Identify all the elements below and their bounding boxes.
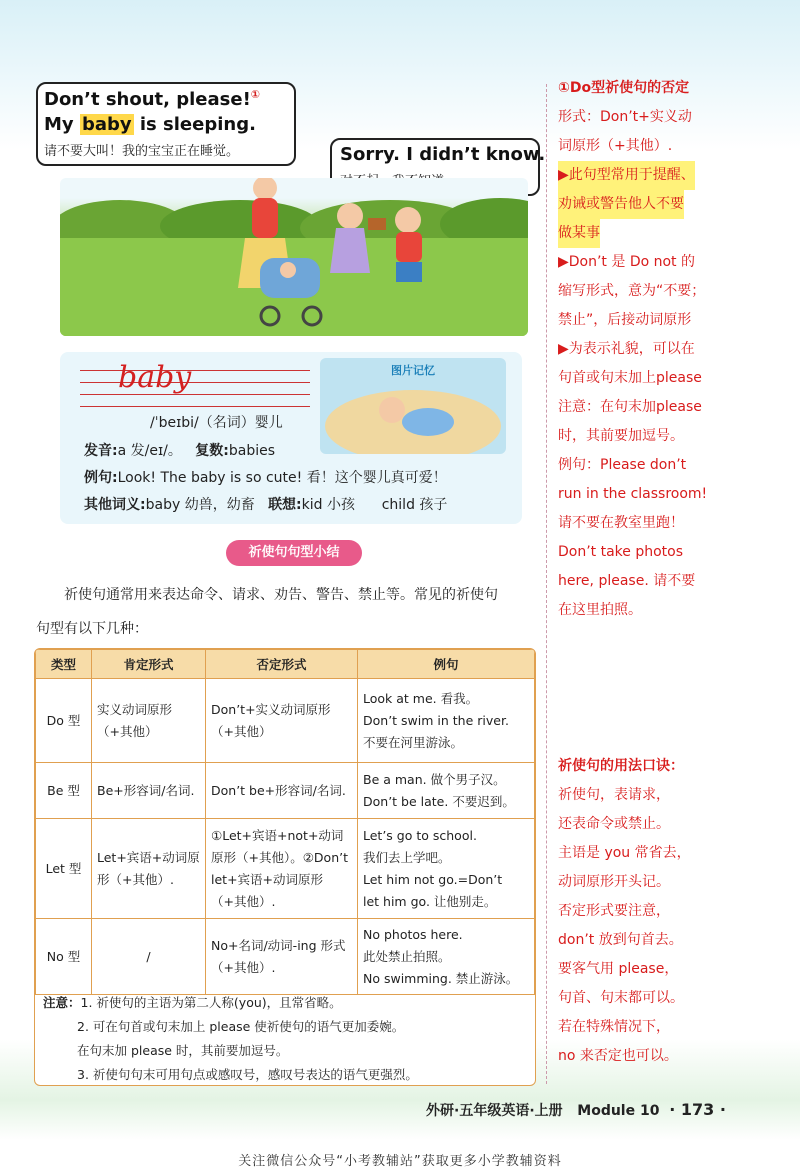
pron-label: 发音: <box>84 443 118 459</box>
example-line: Let’s go to school. <box>363 827 477 843</box>
sidebar-line: ▶此句型常用于提醒、 <box>558 161 695 190</box>
rhyme-title: 祈使句的用法口诀： <box>558 758 684 774</box>
row-type: No 型 <box>36 919 92 995</box>
rhyme-line: 若在特殊情况下， <box>558 1019 670 1035</box>
example-line: 此处禁止拍照。 <box>363 948 451 964</box>
section-title: 祈使句句型小结 <box>226 540 362 566</box>
assoc-2: child 孩子 <box>381 497 448 513</box>
other-meanings-row <box>84 494 447 514</box>
rhyme-line: 要客气用 please， <box>558 961 679 977</box>
example-line: let him go. 让他别走。 <box>363 893 497 909</box>
module-label: Module 10 <box>577 1103 660 1119</box>
note-line: 1. 祈使句的主语为第二人称(you)，且常省略。 <box>80 995 342 1010</box>
table-row <box>36 919 535 995</box>
sidebar-line: 句首或句末加上please <box>558 370 702 386</box>
header-example: 例句 <box>358 650 535 679</box>
intro-line-2: 句型有以下几种： <box>36 621 148 637</box>
sidebar-line: 词原形（+其他）. <box>558 138 673 154</box>
note-line: 在句末加 please 时，其前要加逗号。 <box>77 1043 289 1058</box>
sidebar-line: ①Do型祈使句的否定 <box>558 80 690 96</box>
note-line: 3. 祈使句句末可用句点或感叹号，感叹号表达的语气更强烈。 <box>77 1067 418 1082</box>
rhyme-line: 句首、句末都可以。 <box>558 990 684 1006</box>
highlighted-word: baby <box>81 114 132 135</box>
row-negative: Don’t+实义动词原形（+其他） <box>206 679 358 763</box>
example-line: No swimming. 禁止游泳。 <box>363 970 519 986</box>
phonetic: /ˈbeɪbi/（名词）婴儿 <box>150 415 283 431</box>
table-row <box>36 819 535 919</box>
dialogue-line-1: Don’t shout, please! <box>44 89 251 110</box>
park-scene-image <box>60 178 528 336</box>
sidebar-line: 在这里拍照。 <box>558 602 642 618</box>
column-divider <box>546 84 547 1084</box>
note-marker: ① <box>250 88 261 101</box>
page-number: · 173 · <box>669 1100 726 1119</box>
rhyme-line: no 来否定也可以。 <box>558 1048 678 1064</box>
assoc-label: 联想: <box>268 497 302 513</box>
picture-memory-label: 图片记忆 <box>391 364 435 377</box>
note-line: 2. 可在句首或句末加上 please 使祈使句的语气更加委婉。 <box>77 1019 405 1034</box>
sidebar-line: here, please. 请不要 <box>558 573 696 589</box>
row-negative: ①Let+宾语+not+动词原形（+其他）。②Don’t let+宾语+动词原形（+其他）. <box>206 819 358 919</box>
row-example <box>358 763 535 819</box>
row-positive: / <box>92 919 206 995</box>
sidebar-line: 缩写形式，意为“不要； <box>558 283 706 299</box>
plural-label: 复数: <box>195 443 229 459</box>
notes-label: 注意： <box>43 995 81 1010</box>
sidebar-line: 禁止”，后接动词原形 <box>558 312 692 328</box>
example-value: Look! The baby is so cute! 看！这个婴儿真可爱！ <box>117 470 447 486</box>
sidebar-line: 时，其前要加逗号。 <box>558 428 684 444</box>
assoc-1: kid 小孩 <box>301 497 356 513</box>
row-example <box>358 919 535 995</box>
sidebar-line: 形式：Don’t+实义动 <box>558 109 692 125</box>
handwriting-lines <box>80 364 310 410</box>
header-type: 类型 <box>36 650 92 679</box>
row-positive: Let+宾语+动词原形（+其他）. <box>92 819 206 919</box>
row-negative: Don’t be+形容词/名词. <box>206 763 358 819</box>
sidebar-line: ▶为表示礼貌，可以在 <box>558 341 695 357</box>
plural-value: babies <box>228 443 276 459</box>
rhyme-line: don’t 放到句首去。 <box>558 932 683 948</box>
table-row <box>36 679 535 763</box>
row-positive: Be+形容词/名词. <box>92 763 206 819</box>
example-line: Be a man. 做个男子汉。 <box>363 771 506 787</box>
park-illustration <box>60 178 528 336</box>
example-row <box>84 467 447 487</box>
dialogue-line-2-post: is sleeping. <box>139 114 256 135</box>
sidebar-line: ▶Don’t 是 Do not 的 <box>558 254 695 270</box>
page-footer <box>426 1100 726 1120</box>
sidebar-line: 注意：在句末加please <box>558 399 702 415</box>
example-line: Don’t be late. 不要迟到。 <box>363 793 515 809</box>
imperative-table <box>34 648 536 1086</box>
dialogue-line-3: 请不要大叫！我的宝宝正在睡觉。 <box>44 144 240 159</box>
sidebar-line: Don’t take photos <box>558 544 684 560</box>
sidebar-line: 例句：Please don’t <box>558 457 687 473</box>
table-row <box>36 763 535 819</box>
speech-bubble-mother <box>36 82 296 166</box>
rhyme-line: 还表命令或禁止。 <box>558 816 670 832</box>
vocab-word: baby <box>118 360 192 395</box>
row-type: Be 型 <box>36 763 92 819</box>
pronunciation-row <box>84 440 275 460</box>
sidebar-line: 劝诫或警告他人不要 <box>558 190 684 219</box>
other-label: 其他词义: <box>84 497 146 513</box>
rhyme-line: 主语是 you 常省去， <box>558 845 691 861</box>
notes-block <box>43 991 527 1086</box>
row-negative: No+名词/动词-ing 形式（+其他）. <box>206 919 358 995</box>
example-line: No photos here. <box>363 926 463 942</box>
example-label: 例句: <box>84 470 118 486</box>
row-positive: 实义动词原形（+其他） <box>92 679 206 763</box>
other-value: baby 幼兽，幼畜 <box>145 497 255 513</box>
header-positive: 肯定形式 <box>92 650 206 679</box>
example-line: 不要在河里游泳。 <box>363 734 464 750</box>
row-example <box>358 819 535 919</box>
intro-line-1: 祈使句通常用来表达命令、请求、劝告、警告、禁止等。常见的祈使句 <box>64 587 498 603</box>
reply-english: Sorry. I didn’t know. <box>340 144 546 165</box>
book-title: 外研·五年级英语·上册 <box>426 1103 563 1119</box>
dialogue-line-2-pre: My <box>44 114 74 135</box>
pron-value: a 发/eɪ/。 <box>117 443 182 459</box>
example-line: 我们去上学吧。 <box>363 849 451 865</box>
example-line: Let him not go.=Don’t <box>363 871 503 887</box>
row-type: Let 型 <box>36 819 92 919</box>
sidebar-line: run in the classroom! <box>558 486 708 502</box>
example-line: Don’t swim in the river. <box>363 712 509 728</box>
rhyme-line: 否定形式要注意， <box>558 903 670 919</box>
row-example <box>358 679 535 763</box>
example-line: Look at me. 看我。 <box>363 690 479 706</box>
wechat-notice: 关注微信公众号“小考教辅站”获取更多小学教辅资料 <box>238 1154 562 1169</box>
rhyme-line: 祈使句，表请求， <box>558 787 670 803</box>
header-negative: 否定形式 <box>206 650 358 679</box>
rhyme-line: 动词原形开头记。 <box>558 874 670 890</box>
sidebar-line: 做某事 <box>558 219 600 248</box>
row-type: Do 型 <box>36 679 92 763</box>
sidebar-line: 请不要在教室里跑！ <box>558 515 684 531</box>
